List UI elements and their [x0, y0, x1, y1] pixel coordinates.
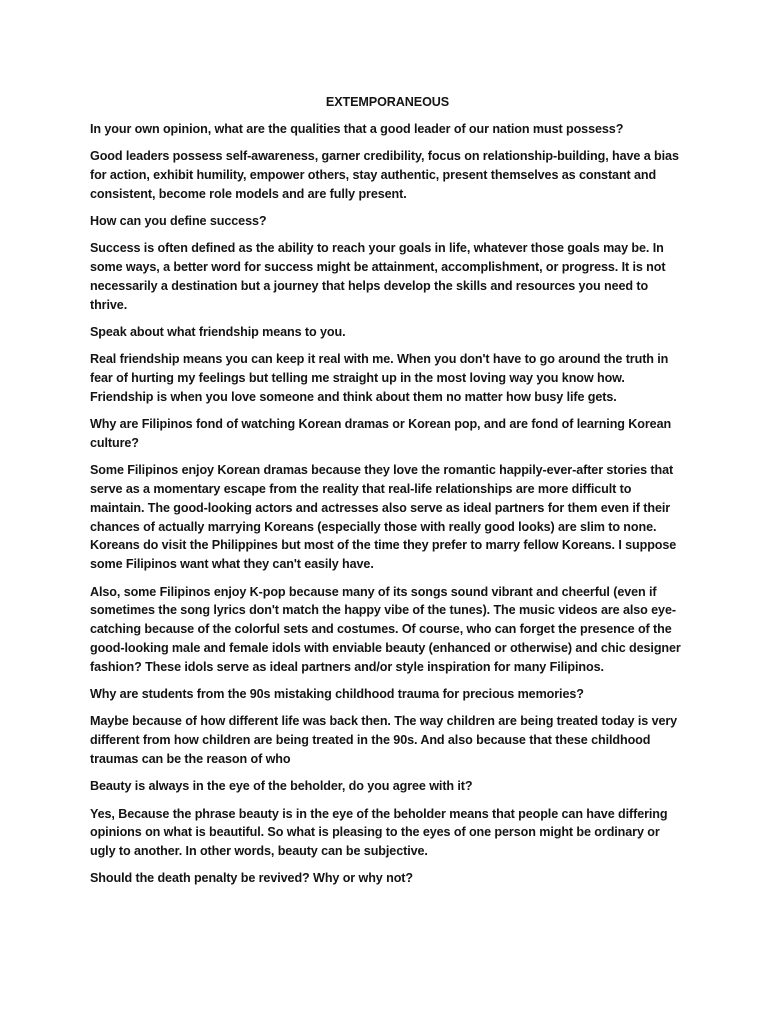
- question-friendship: Speak about what friendship means to you.: [90, 324, 346, 339]
- answer-kpop: Also, some Filipinos enjoy K-pop because many of its songs sound vibrant and cheerful (even if sometimes the song lyrics don't match the happy vibe of the tunes). The music videos are also eye-catching because of the colorful sets and costumes. Of course, who can forget the presence of the good-looking male and female idols with enviable beauty (enhanced or otherwise) and chic designer fashion? These idols serve as ideal partners and/or style inspiration for many Filipinos.: [90, 584, 681, 674]
- question-death-penalty: Should the death penalty be revived? Why or why not?: [90, 871, 413, 886]
- document-title: EXTEMPORANEOUS: [325, 95, 450, 109]
- answer-leader-qualities: Good leaders possess self-awareness, garner credibility, focus on relationship-building, have a bias for action, exhibit humility, empower others, stay authentic, present themselves as constant and consistent, become role models and are fully present.: [90, 149, 679, 201]
- answer-define-success: Success is often defined as the ability to reach your goals in life, whatever those goals may be. In some ways, a better word for success might be attainment, accomplishment, or progress. It is not necessarily a destination but a journey that helps develop the skills and resources you need to thrive.: [90, 241, 666, 312]
- answer-beauty: Yes, Because the phrase beauty is in the eye of the beholder means that people can have differing opinions on what is beautiful. So what is pleasing to the eyes of one person might be ordinary or ugly to another. In other words, beauty can be subjective.: [90, 806, 668, 859]
- question-beauty: Beauty is always in the eye of the beholder, do you agree with it?: [90, 779, 473, 794]
- question-90s-trauma: Why are students from the 90s mistaking childhood trauma for precious memories?: [90, 687, 584, 702]
- question-korean-culture: Why are Filipinos fond of watching Korean dramas or Korean pop, and are fond of learning Korean culture?: [90, 417, 672, 450]
- answer-90s-trauma: Maybe because of how different life was back then. The way children are being treated today is very different from how children are being treated in the 90s. And also because that these childhood traumas can be the reason of who: [90, 714, 678, 766]
- answer-friendship: Real friendship means you can keep it real with me. When you don't have to go around the truth in fear of hurting my feelings but telling me straight up in the most loving way you know how. Friendship is when you love someone and think about them no matter how busy life gets.: [90, 352, 669, 404]
- question-leader-qualities: In your own opinion, what are the qualities that a good leader of our nation must possess?: [90, 121, 624, 136]
- document-body: [90, 93, 685, 897]
- answer-korean-dramas: Some Filipinos enjoy Korean dramas because they love the romantic happily-ever-after stories that serve as a momentary escape from the reality that real-life relationships are more difficult to maintain. The good-looking actors and actresses also serve as ideal partners for them even if their chances of actually marrying Koreans (especially those with really good looks) are slim to none. Koreans do visit the Philippines but most of the time they prefer to marry fellow Koreans. I suppose some Filipinos want what they can't easily have.: [90, 463, 677, 572]
- question-define-success: How can you define success?: [90, 213, 267, 228]
